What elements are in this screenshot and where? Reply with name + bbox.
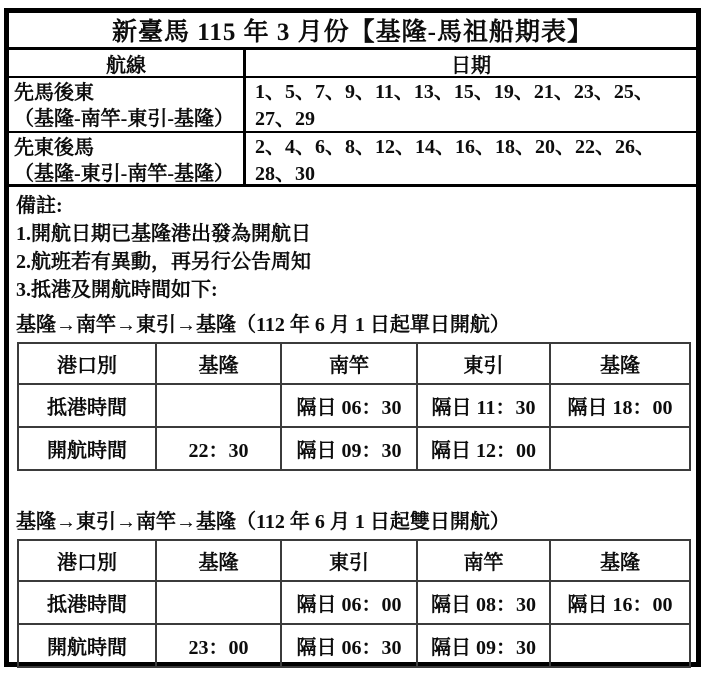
route-date-table bbox=[9, 50, 696, 187]
departure-time-row bbox=[18, 624, 690, 667]
time-cell: 23：00 bbox=[156, 624, 281, 667]
time-cell: 隔日 12：00 bbox=[417, 427, 550, 470]
schedule-heading-even-days: 基隆→東引→南竿→基隆（112 年 6 月 1 日起雙日開航） bbox=[16, 511, 510, 533]
route-cell-even bbox=[9, 133, 246, 187]
header-port-type: 港口別 bbox=[18, 343, 156, 384]
time-cell: 隔日 09：30 bbox=[417, 624, 550, 667]
note-item-3: 3.抵港及開航時間如下: bbox=[16, 279, 218, 301]
document-title bbox=[9, 13, 696, 50]
row-label: 開航時間 bbox=[18, 427, 156, 470]
schedule-heading-odd-days: 基隆→南竿→東引→基隆（112 年 6 月 1 日起單日開航） bbox=[16, 314, 510, 336]
notes-label: 備註: bbox=[16, 195, 63, 217]
column-header-date: 日期 bbox=[246, 50, 696, 78]
header-port: 基隆 bbox=[550, 343, 690, 384]
column-header-route: 航線 bbox=[9, 50, 246, 78]
route-detail: （基隆-南竿-東引-基隆） bbox=[14, 108, 234, 130]
header-port: 基隆 bbox=[550, 540, 690, 581]
table-header-row bbox=[18, 343, 690, 384]
time-cell bbox=[156, 384, 281, 427]
time-cell: 22：30 bbox=[156, 427, 281, 470]
header-port: 基隆 bbox=[156, 540, 281, 581]
route-name: 先馬後東 bbox=[14, 82, 94, 104]
time-cell bbox=[550, 427, 690, 470]
header-port: 東引 bbox=[417, 343, 550, 384]
schedule-table-even-days bbox=[17, 539, 691, 668]
notes-section bbox=[9, 187, 696, 304]
note-item-2: 2.航班若有異動，再另行公告周知 bbox=[16, 251, 311, 273]
table-header-row bbox=[18, 540, 690, 581]
time-cell: 隔日 06：00 bbox=[281, 581, 417, 624]
time-cell bbox=[156, 581, 281, 624]
header-port-type: 港口別 bbox=[18, 540, 156, 581]
row-label: 抵港時間 bbox=[18, 581, 156, 624]
row-label: 開航時間 bbox=[18, 624, 156, 667]
row-label: 抵港時間 bbox=[18, 384, 156, 427]
departure-time-row bbox=[18, 427, 690, 470]
time-cell: 隔日 09：30 bbox=[281, 427, 417, 470]
dates-cell-even: 2、4、6、8、12、14、16、18、20、22、26、28、30 bbox=[246, 133, 696, 187]
time-cell: 隔日 08：30 bbox=[417, 581, 550, 624]
route-detail: （基隆-東引-南竿-基隆） bbox=[14, 163, 234, 185]
time-cell: 隔日 06：30 bbox=[281, 384, 417, 427]
schedule-table-odd-days bbox=[17, 342, 691, 471]
time-cell: 隔日 11：30 bbox=[417, 384, 550, 427]
time-cell: 隔日 18：00 bbox=[550, 384, 690, 427]
arrival-time-row bbox=[18, 581, 690, 624]
header-port: 南竿 bbox=[417, 540, 550, 581]
header-port: 南竿 bbox=[281, 343, 417, 384]
note-item-1: 1.開航日期已基隆港出發為開航日 bbox=[16, 223, 311, 245]
dates-cell-odd: 1、5、7、9、11、13、15、19、21、23、25、27、29 bbox=[246, 78, 696, 133]
document-frame bbox=[4, 8, 701, 667]
time-cell: 隔日 16：00 bbox=[550, 581, 690, 624]
route-cell-odd bbox=[9, 78, 246, 133]
header-port: 東引 bbox=[281, 540, 417, 581]
document-title-text: 新臺馬 115 年 3 月份【基隆-馬祖船期表】 bbox=[112, 19, 593, 46]
header-port: 基隆 bbox=[156, 343, 281, 384]
arrival-time-row bbox=[18, 384, 690, 427]
time-cell: 隔日 06：30 bbox=[281, 624, 417, 667]
time-cell bbox=[550, 624, 690, 667]
route-name: 先東後馬 bbox=[14, 137, 94, 159]
